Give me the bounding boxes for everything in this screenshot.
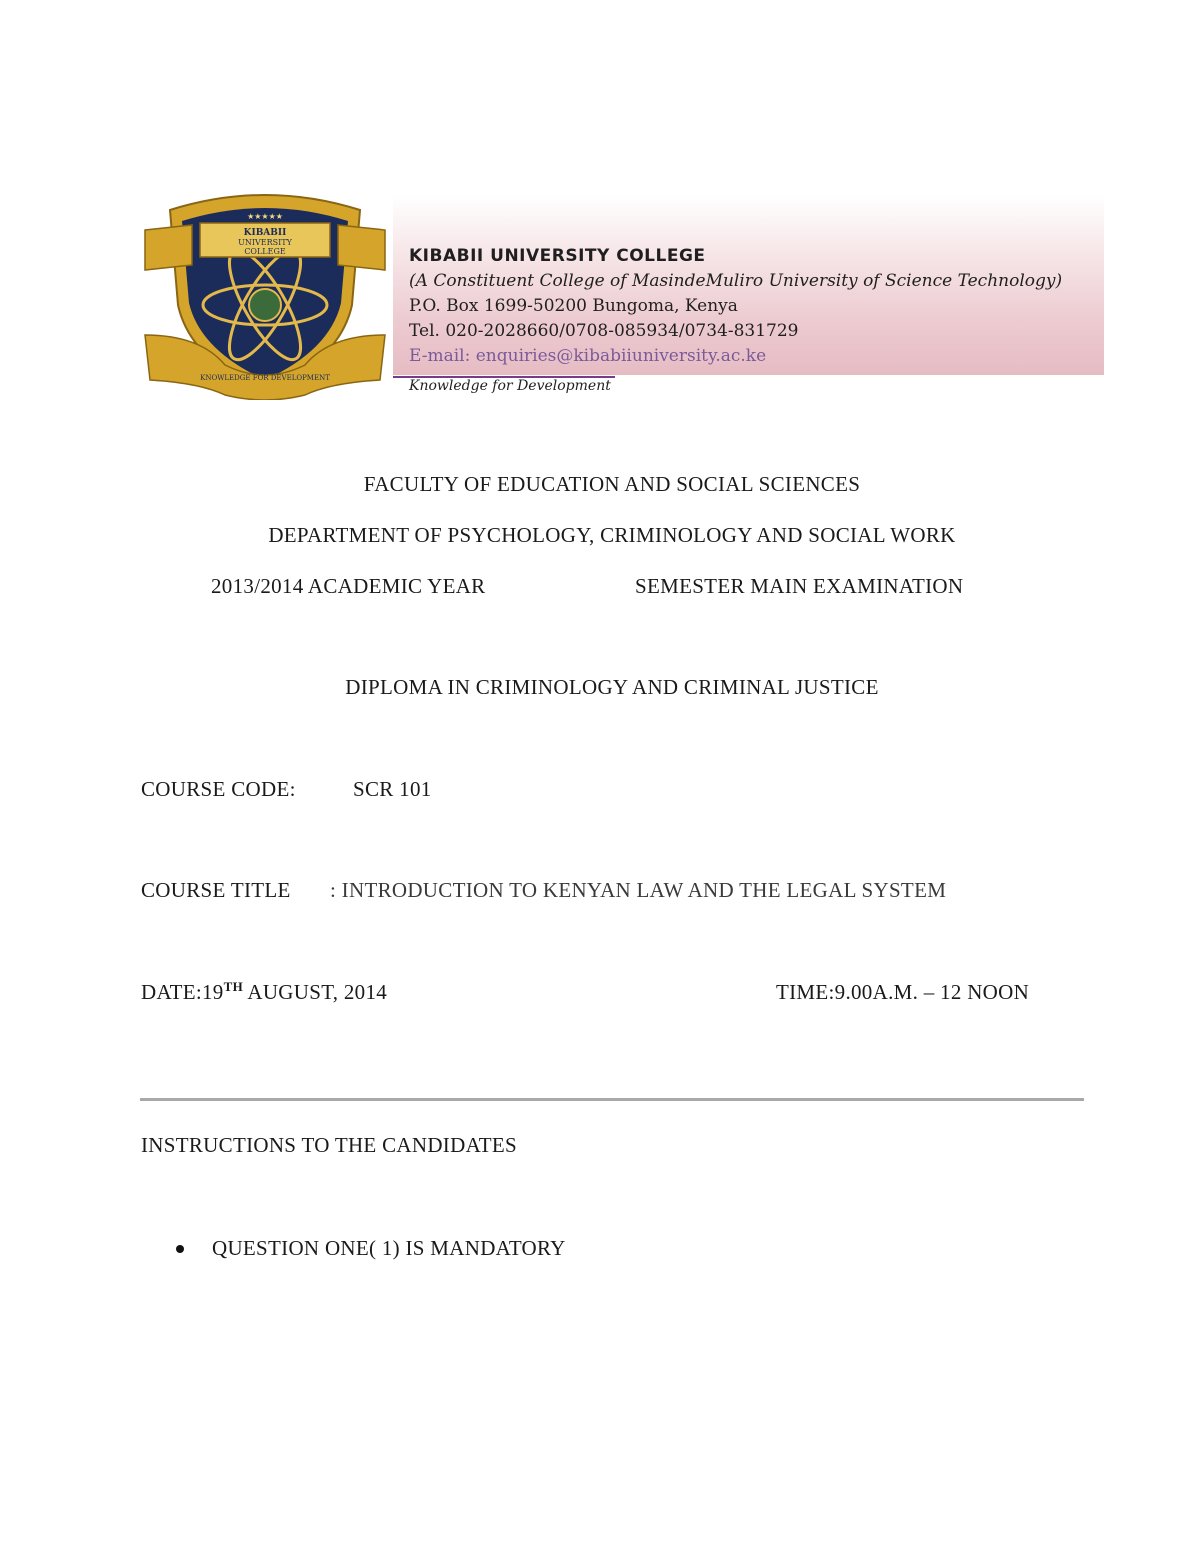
course-code-label: COURSE CODE: (141, 777, 296, 801)
crest-text-line-3: COLLEGE (244, 247, 286, 256)
crest-text-line-1: KIBABII (243, 228, 287, 238)
crest-motto-text: KNOWLEDGE FOR DEVELOPMENT (200, 374, 330, 382)
instruction-item: QUESTION ONE( 1) IS MANDATORY (212, 1236, 566, 1260)
instructions-heading: INSTRUCTIONS TO THE CANDIDATES (141, 1133, 517, 1157)
college-name: KIBABII UNIVERSITY COLLEGE (409, 246, 706, 266)
college-motto: Knowledge for Development (409, 378, 611, 394)
college-address: P.O. Box 1699-50200 Bungoma, Kenya (409, 296, 738, 316)
college-affiliation: (A Constituent College of MasindeMuliro University of Science Technology) (409, 271, 1063, 291)
date-ordinal-suffix: TH (223, 979, 243, 994)
college-email-line (409, 346, 766, 366)
course-code-value: SCR 101 (353, 777, 432, 801)
exam-date (141, 980, 387, 1005)
semester-exam-type: SEMESTER MAIN EXAMINATION (635, 574, 964, 598)
faculty-heading: FACULTY OF EDUCATION AND SOCIAL SCIENCES (363, 472, 861, 496)
crest-text-line-2: UNIVERSITY (238, 238, 292, 247)
email-address-link[interactable]: enquiries@kibabiiuniversity.ac.ke (475, 346, 767, 366)
course-title-label: COURSE TITLE (141, 878, 291, 902)
email-label: E-mail: (409, 346, 476, 366)
department-heading: DEPARTMENT OF PSYCHOLOGY, CRIMINOLOGY AND SOCIAL WORK (268, 523, 956, 547)
bullet-icon (176, 1245, 184, 1253)
date-month-year: AUGUST, 2014 (242, 980, 388, 1004)
date-label: DATE:19 (141, 980, 224, 1004)
programme-heading: DIPLOMA IN CRIMINOLOGY AND CRIMINAL JUSTICE (345, 675, 879, 699)
academic-year: 2013/2014 ACADEMIC YEAR (211, 574, 486, 598)
college-telephone: Tel. 020-2028660/0708-085934/0734-831729 (409, 321, 799, 341)
course-title-value: : INTRODUCTION TO KENYAN LAW AND THE LEGAL SYSTEM (330, 878, 947, 902)
svg-text:★★★★★: ★★★★★ (247, 212, 283, 221)
section-divider (140, 1098, 1084, 1101)
exam-time: TIME:9.00A.M. – 12 NOON (776, 980, 1030, 1004)
college-crest-logo (140, 185, 390, 400)
